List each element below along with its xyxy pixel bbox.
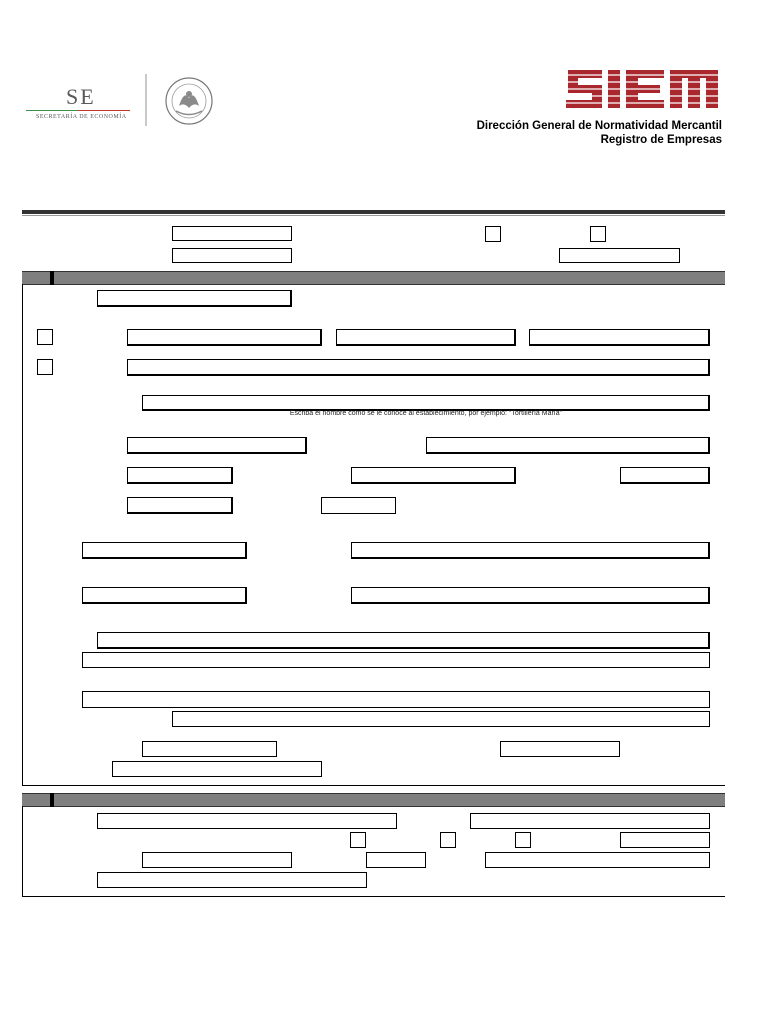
form-field[interactable] [529,329,710,346]
form-field[interactable] [351,467,516,484]
form-field[interactable] [620,832,710,848]
form-field[interactable] [351,542,710,559]
logo-rule [26,110,130,111]
form-field[interactable] [127,329,322,346]
form-field[interactable] [351,587,710,604]
header-rule-thin [22,215,725,216]
form-field[interactable] [321,497,396,514]
form-field[interactable] [97,632,710,649]
form-field[interactable] [127,497,233,514]
form-field[interactable] [82,691,710,708]
agency-name: SECRETARÍA DE ECONOMÍA [36,114,127,120]
se-abbreviation: SE [66,84,96,109]
section-header-bar [22,271,725,285]
form-field[interactable] [470,813,710,829]
checkbox[interactable] [485,226,501,242]
form-field[interactable] [366,852,426,868]
form-field[interactable] [97,290,292,307]
checkbox[interactable] [37,329,53,345]
checkbox[interactable] [590,226,606,242]
form-field[interactable] [172,226,292,241]
header-rule [22,210,725,214]
form-field[interactable] [97,872,367,888]
form-field[interactable] [127,359,710,376]
form-field[interactable] [172,248,292,263]
form-field[interactable] [82,542,247,559]
logo-divider [145,74,147,126]
national-seal-icon [162,76,216,126]
establishment-name-field[interactable] [142,395,710,411]
section-marker [50,271,54,285]
form-field[interactable] [97,813,397,829]
department-title: Dirección General de Normatividad Mercantil [476,120,722,132]
form-field[interactable] [112,761,322,777]
form-field[interactable] [426,437,710,454]
checkbox[interactable] [515,832,531,848]
establishment-name-hint: Escriba el nombre como se le conoce al establecimiento, por ejemplo: "Tortillería María" [289,410,563,417]
form-field[interactable] [620,467,710,484]
form-field[interactable] [142,852,292,868]
form-field[interactable] [172,711,710,727]
section-marker [50,793,54,807]
form-field[interactable] [127,467,233,484]
form-field[interactable] [485,852,710,868]
form-field[interactable] [336,329,516,346]
section-header-bar [22,793,725,807]
secretaria-economia-logo [26,78,136,128]
form-field[interactable] [82,652,710,668]
form-field[interactable] [127,437,307,454]
checkbox[interactable] [440,832,456,848]
checkbox[interactable] [37,359,53,375]
form-field[interactable] [500,741,620,757]
form-field[interactable] [142,741,277,757]
registry-title: Registro de Empresas [600,134,722,146]
siem-logo [564,68,720,112]
form-field[interactable] [82,587,247,604]
checkbox[interactable] [350,832,366,848]
form-field[interactable] [559,248,680,263]
